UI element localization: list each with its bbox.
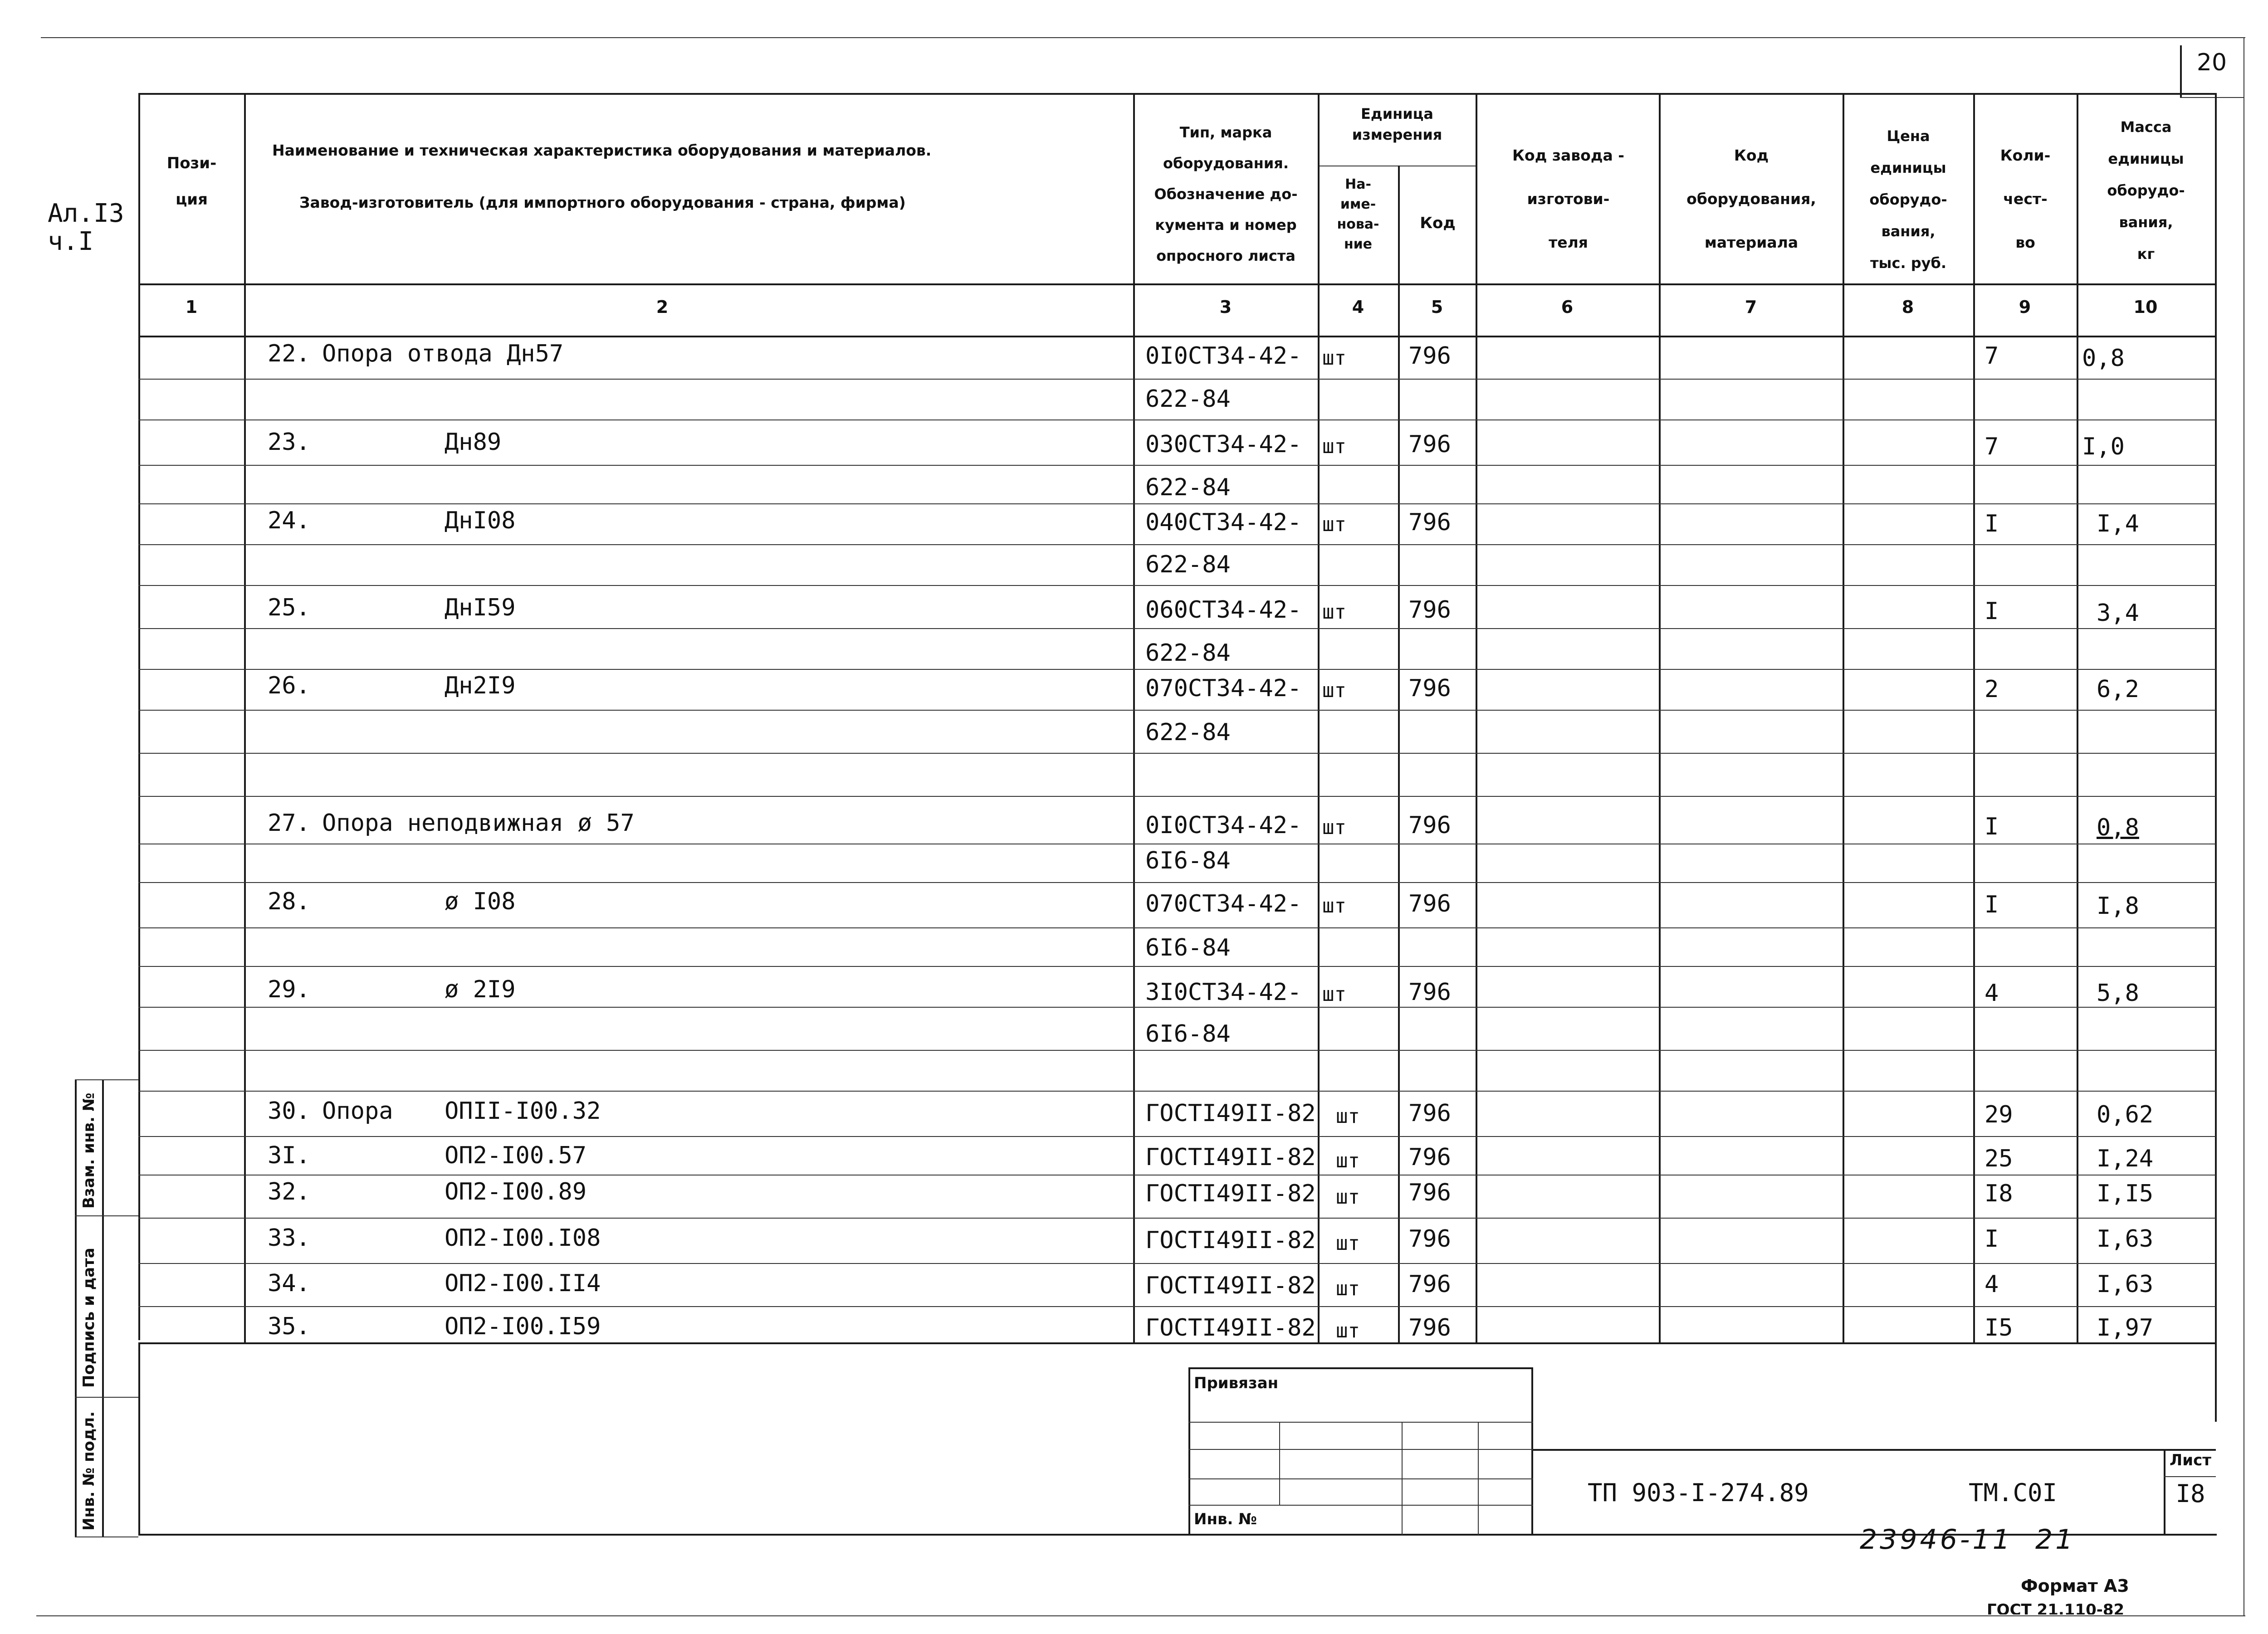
row-line (138, 544, 2216, 545)
row-line (138, 796, 2216, 797)
row-unit-code: 796 (1408, 1225, 1451, 1253)
colnum-3: 3 (1219, 297, 1232, 317)
col-line-9 (2077, 93, 2078, 1342)
row-line (138, 628, 2216, 629)
bottom-border (36, 1615, 2245, 1616)
row-unit: шт (1336, 1185, 1360, 1209)
privyazan-left (1188, 1367, 1190, 1535)
row-code-line1: 070СТ34-42- (1145, 675, 1302, 702)
privyazan-row (1188, 1505, 1533, 1506)
row-mass: I,97 (2097, 1314, 2154, 1341)
row-unit-code: 796 (1408, 342, 1451, 370)
row-mass: 6,2 (2097, 676, 2139, 703)
privyazan-row (1188, 1449, 1533, 1450)
row-spec: ОП2-I00.89 (445, 1178, 587, 1205)
row-qty: 4 (1984, 980, 1999, 1007)
row-code-line1: 060СТ34-42- (1145, 596, 1302, 624)
row-number: 26. (268, 672, 310, 699)
row-code-line2: 622-84 (1145, 474, 1231, 501)
table-top-line (138, 93, 2217, 95)
col-line-4 (1398, 166, 1400, 1342)
row-mass: 3,4 (2097, 600, 2139, 627)
colnum-8: 8 (1901, 297, 1914, 317)
privyazan-col (1279, 1422, 1280, 1506)
row-line (138, 753, 2216, 754)
colnum-bottom-line (138, 336, 2217, 337)
row-number: 3I. (268, 1142, 310, 1169)
sheet-number: I8 (2175, 1479, 2205, 1508)
row-spec: ø I08 (445, 888, 516, 915)
row-unit: шт (1322, 513, 1346, 536)
row-qty: 4 (1984, 1271, 1999, 1298)
row-mass: I,0 (2082, 433, 2125, 460)
row-line (138, 1306, 2216, 1307)
colnum-6: 6 (1561, 297, 1574, 317)
privyazan-right (1531, 1367, 1533, 1535)
row-unit-code: 796 (1408, 1144, 1451, 1171)
row-code-line1: ГОСТI49II-82 (1145, 1314, 1316, 1341)
row-number: 25. (268, 594, 310, 621)
privyazan-col (1402, 1422, 1403, 1535)
row-line (138, 379, 2216, 380)
row-code-line2: 6I6-84 (1145, 934, 1231, 961)
header-equipment-code: Код оборудования, материала (1686, 146, 1816, 251)
row-spec: Дн89 (445, 429, 502, 456)
row-spec: ДнI59 (445, 594, 516, 621)
header-mass: Масса единицы оборудо- вания, кг (2107, 118, 2185, 263)
row-number: 28. (268, 888, 310, 915)
album-label-line2: ч.I (48, 227, 94, 256)
side-line (75, 1079, 138, 1080)
sheet-label: Лист (2170, 1451, 2211, 1469)
row-unit: шт (1322, 346, 1346, 370)
row-unit: шт (1336, 1149, 1360, 1172)
header-quantity: Коли- чест- во (2000, 146, 2051, 251)
colnum-2: 2 (656, 297, 669, 317)
row-unit: шт (1336, 1105, 1360, 1128)
row-spec: ОПII-I00.32 (445, 1097, 601, 1125)
row-unit-code: 796 (1408, 1314, 1451, 1341)
side-label-inv-podl: Инв. № подл. (80, 1411, 98, 1531)
row-mass: 0,62 (2097, 1101, 2154, 1128)
document-mark: ТМ.С0I (1969, 1478, 2058, 1507)
row-spec: ОП2-I00.I59 (445, 1313, 601, 1340)
row-qty: I (1984, 891, 1999, 918)
row-code-line1: 040СТ34-42- (1145, 509, 1302, 536)
row-spec: Дн2I9 (445, 672, 516, 699)
header-factory-code: Код завода - изготови- теля (1512, 146, 1624, 251)
row-qty: I (1984, 598, 1999, 625)
row-unit: шт (1322, 816, 1346, 839)
row-mass: 5,8 (2097, 980, 2139, 1007)
col-line-5 (1476, 93, 1477, 1342)
row-line (138, 1136, 2216, 1137)
designation-top (1533, 1449, 2216, 1451)
row-unit: шт (1322, 983, 1346, 1006)
col-line-7 (1843, 93, 1844, 1342)
album-label (48, 200, 124, 256)
row-unit-code: 796 (1408, 1100, 1451, 1127)
colnum-7: 7 (1745, 297, 1757, 317)
row-unit-code: 796 (1408, 431, 1451, 458)
row-mass: I,63 (2097, 1271, 2154, 1298)
row-line (138, 465, 2216, 466)
row-code-line1: 3I0СТ34-42- (1145, 979, 1302, 1006)
row-unit: шт (1322, 600, 1346, 624)
row-number: 23. (268, 429, 310, 456)
row-code-line1: 0I0СТ34-42- (1145, 812, 1302, 839)
row-unit: шт (1336, 1232, 1360, 1255)
row-unit-code: 796 (1408, 1271, 1451, 1298)
header-unit: Единица измерения (1352, 105, 1442, 143)
row-code-line2: 622-84 (1145, 385, 1231, 413)
page-box-left (2180, 45, 2182, 98)
row-number: 34. (268, 1270, 310, 1297)
row-mass: I,4 (2097, 510, 2139, 537)
row-line (138, 1175, 2216, 1176)
row-mass: 0,8 (2082, 345, 2125, 372)
colnum-9: 9 (2019, 297, 2031, 317)
row-qty: 2 (1984, 676, 1999, 703)
row-qty: I8 (1984, 1180, 2013, 1207)
row-number: 29. (268, 976, 310, 1003)
row-line (138, 927, 2216, 928)
header-unit-code: Код (1420, 214, 1456, 232)
row-spec: ОП2-I00.57 (445, 1142, 587, 1169)
archive-number: 23946-11 21 (1860, 1524, 2076, 1556)
page-box-bottom (2180, 97, 2244, 98)
colnum-5: 5 (1431, 297, 1443, 317)
header-bottom-line (138, 283, 2217, 285)
side-line (75, 1397, 138, 1398)
col-line-10 (2215, 93, 2217, 1422)
row-line (138, 1050, 2216, 1051)
row-code-line1: 070СТ34-42- (1145, 890, 1302, 917)
sheet-box-mid (2164, 1476, 2216, 1477)
row-mass: I,24 (2097, 1145, 2154, 1172)
row-number: 35. (268, 1313, 310, 1340)
col-line-1 (244, 93, 246, 1342)
row-qty: I (1984, 1225, 1999, 1253)
row-qty: I5 (1984, 1314, 2013, 1341)
privyazan-top (1188, 1367, 1533, 1369)
row-unit-code: 796 (1408, 890, 1451, 917)
title-block-left (138, 1342, 140, 1536)
row-number: 32. (268, 1178, 310, 1205)
row-unit-code: 796 (1408, 675, 1451, 702)
row-line (138, 1263, 2216, 1264)
format-label: Формат А3 (2021, 1576, 2129, 1596)
side-line-mid (102, 1079, 104, 1537)
col-line-0 (138, 93, 140, 1340)
row-code-line2: 6I6-84 (1145, 847, 1231, 874)
row-spec: ДнI08 (445, 507, 516, 534)
row-qty: 29 (1984, 1101, 2013, 1128)
header-name-line2: Завод-изготовитель (для импортного оборудования - страна, фирма) (299, 194, 906, 211)
sheet-box-left (2164, 1449, 2165, 1535)
row-line (138, 503, 2216, 504)
col-line-2 (1133, 93, 1135, 1342)
table-bottom-line (138, 1342, 2217, 1344)
row-line (138, 966, 2216, 967)
row-unit-code: 796 (1408, 596, 1451, 624)
row-unit-code: 796 (1408, 1179, 1451, 1206)
row-unit: шт (1336, 1277, 1360, 1300)
row-number: 24. (268, 507, 310, 534)
row-number: 27. (268, 810, 310, 837)
header-unit-name: На- име- нова- ние (1337, 176, 1379, 252)
colnum-1: 1 (185, 297, 198, 317)
row-mass: I,63 (2097, 1225, 2154, 1253)
row-unit-code: 796 (1408, 812, 1451, 839)
row-line (138, 710, 2216, 711)
row-mass: 0,8 (2097, 814, 2139, 841)
row-number: 30. (268, 1097, 310, 1125)
document-code: ТП 903-I-274.89 (1588, 1478, 1809, 1507)
row-unit-code: 796 (1408, 509, 1451, 536)
row-code-line1: ГОСТI49II-82 (1145, 1272, 1316, 1299)
side-line (75, 1536, 138, 1537)
side-label-inv-vzam: Взам. инв. № (80, 1093, 98, 1209)
row-code-line1: ГОСТI49II-82 (1145, 1227, 1316, 1254)
row-unit: шт (1322, 894, 1346, 917)
header-price: Цена единицы оборудо- вания, тыс. руб. (1869, 127, 1947, 272)
album-label-line1: Ал.I3 (48, 199, 124, 228)
row-spec: ø 2I9 (445, 976, 516, 1003)
row-qty: 25 (1984, 1145, 2013, 1172)
row-line (138, 1218, 2216, 1219)
colnum-10: 10 (2133, 297, 2158, 317)
page-number: 20 (2196, 49, 2227, 76)
row-mass: I,8 (2097, 893, 2139, 920)
row-code-line1: ГОСТI49II-82 (1145, 1100, 1316, 1127)
row-code-line1: ГОСТI49II-82 (1145, 1180, 1316, 1207)
row-code-line1: 0I0СТ34-42- (1145, 342, 1302, 370)
col-line-6 (1659, 93, 1661, 1342)
row-name: Опора (322, 1097, 393, 1125)
row-spec: ОП2-I00.II4 (445, 1270, 601, 1297)
side-line-left (75, 1079, 77, 1537)
row-line (138, 419, 2216, 420)
row-name: Опора неподвижная ø 57 (322, 810, 635, 837)
row-unit-code: 796 (1408, 979, 1451, 1006)
row-unit: шт (1322, 435, 1346, 458)
row-qty: I (1984, 813, 1999, 840)
row-qty: I (1984, 510, 1999, 537)
row-unit: шт (1336, 1319, 1360, 1342)
row-code-line1: 030СТ34-42- (1145, 431, 1302, 458)
row-number: 33. (268, 1224, 310, 1252)
row-qty: 7 (1984, 433, 1999, 460)
row-code-line2: 622-84 (1145, 639, 1231, 667)
row-code-line1: ГОСТI49II-82 (1145, 1144, 1316, 1171)
privyazan-label: Привязан (1194, 1374, 1279, 1392)
header-name-line1: Наименование и техническая характеристика оборудования и материалов. (272, 141, 932, 159)
col-line-8 (1973, 93, 1975, 1342)
row-line (138, 669, 2216, 670)
privyazan-row (1188, 1478, 1533, 1479)
row-line (138, 1007, 2216, 1008)
header-type: Тип, марка оборудования. Обозначение до- кумента и номер опросного листа (1154, 124, 1298, 264)
row-line (138, 1091, 2216, 1092)
row-name: Опора отвода Дн57 (322, 340, 564, 367)
privyazan-col (1478, 1422, 1479, 1535)
row-code-line2: 6I6-84 (1145, 1020, 1231, 1048)
row-line (138, 585, 2216, 586)
row-mass: I,I5 (2097, 1180, 2154, 1207)
side-line (75, 1215, 138, 1216)
colnum-4: 4 (1352, 297, 1364, 317)
side-label-signature: Подпись и дата (80, 1248, 98, 1388)
col-line-3 (1318, 93, 1320, 1342)
row-unit: шт (1322, 679, 1346, 702)
row-code-line2: 622-84 (1145, 551, 1231, 578)
row-line (138, 882, 2216, 883)
inv-no-label: Инв. № (1194, 1510, 1257, 1528)
gost-label: ГОСТ 21.110-82 (1987, 1601, 2125, 1614)
row-code-line2: 622-84 (1145, 719, 1231, 746)
row-spec: ОП2-I00.I08 (445, 1224, 601, 1252)
header-position: Пози- ция (166, 154, 217, 209)
row-qty: 7 (1984, 342, 1999, 370)
top-border (41, 37, 2245, 38)
row-number: 22. (268, 340, 310, 367)
privyazan-row (1188, 1422, 1533, 1423)
